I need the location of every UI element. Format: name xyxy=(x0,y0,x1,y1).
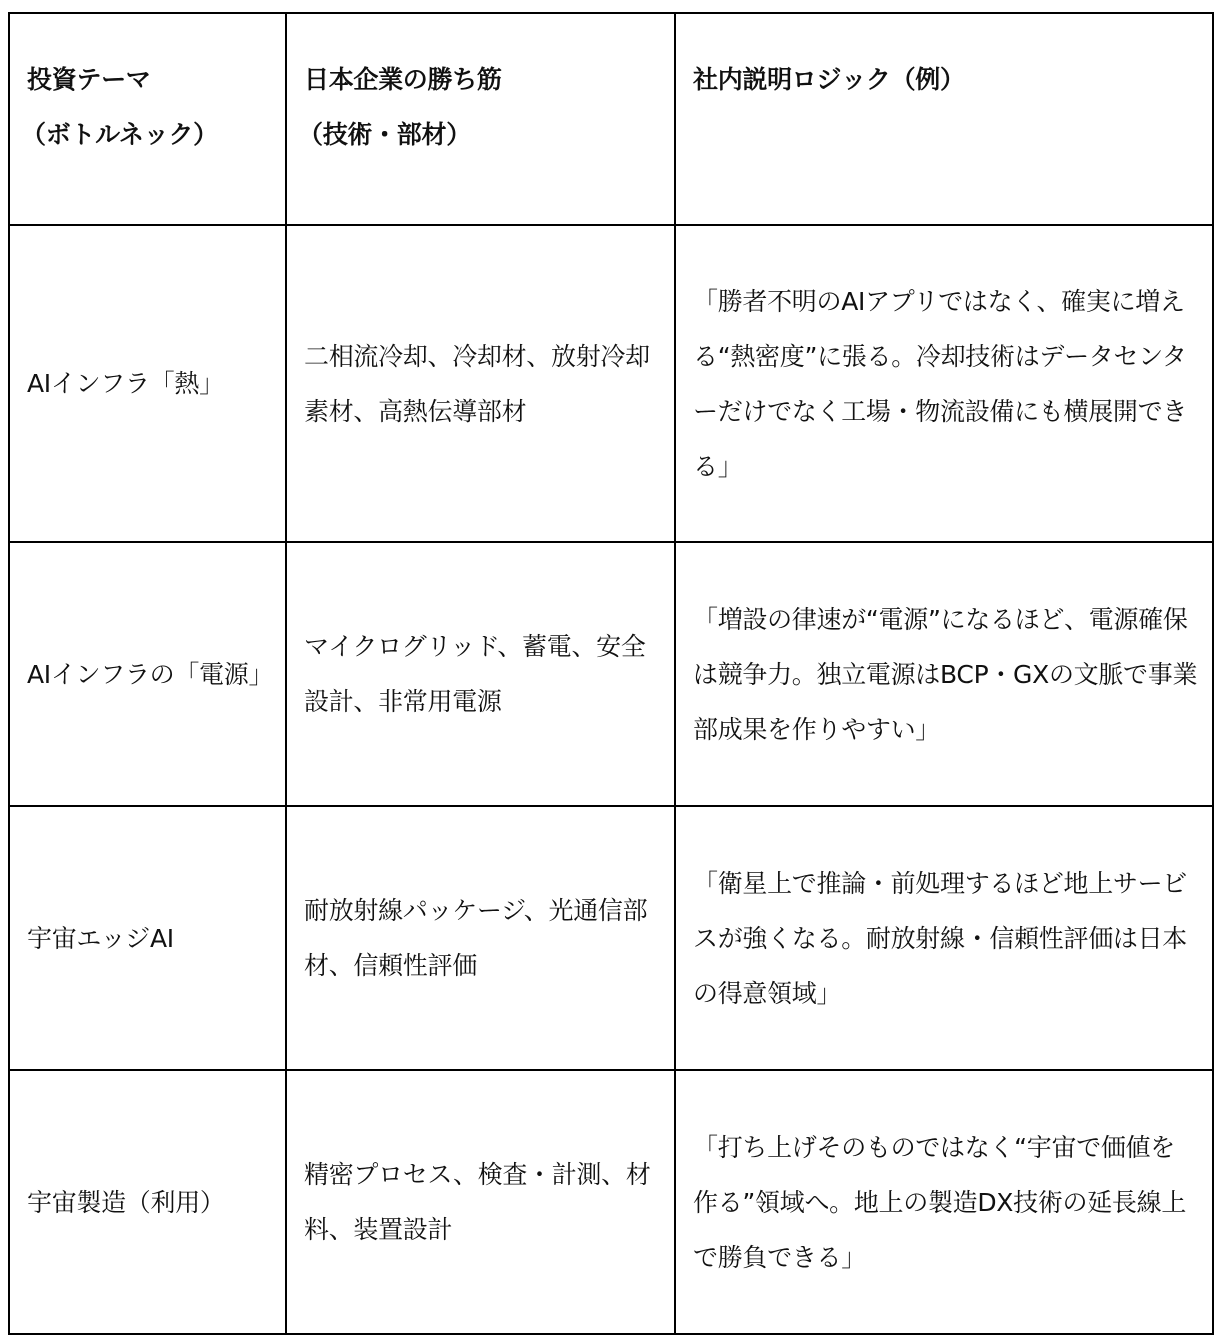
cell-theme: 宇宙エッジAI xyxy=(9,806,286,1070)
cell-strength: 耐放射線パッケージ、光通信部材、信頼性評価 xyxy=(286,806,675,1070)
header-line: 社内説明ロジック（例） xyxy=(693,65,965,94)
cell-logic: 「増設の律速が“電源”になるほど、電源確保は競争力。独立電源はBCP・GXの文脈で事業部成果を作りやすい」 xyxy=(675,542,1213,806)
cell-logic: 「打ち上げそのものではなく“宇宙で価値を作る”領域へ。地上の製造DX技術の延長線上で勝負できる」 xyxy=(675,1070,1213,1334)
header-line: （ボトルネック） xyxy=(21,120,218,149)
table-row xyxy=(9,1070,1213,1334)
cell-theme: 宇宙製造（利用） xyxy=(9,1070,286,1334)
cell-theme: AIインフラ「熱」 xyxy=(9,225,286,542)
header-investment-theme xyxy=(9,13,286,225)
cell-logic: 「衛星上で推論・前処理するほど地上サービスが強くなる。耐放射線・信頼性評価は日本の得意領域」 xyxy=(675,806,1213,1070)
header-line: 日本企業の勝ち筋 xyxy=(304,65,502,94)
table-row xyxy=(9,542,1213,806)
cell-strength: マイクログリッド、蓄電、安全設計、非常用電源 xyxy=(286,542,675,806)
table-row xyxy=(9,225,1213,542)
cell-strength: 精密プロセス、検査・計測、材料、装置設計 xyxy=(286,1070,675,1334)
header-internal-logic xyxy=(675,13,1213,225)
cell-theme: AIインフラの「電源」 xyxy=(9,542,286,806)
investment-theme-table xyxy=(8,12,1214,1335)
header-line: 投資テーマ xyxy=(27,65,151,94)
cell-logic: 「勝者不明のAIアプリではなく、確実に増える“熱密度”に張る。冷却技術はデータセンターだけでなく工場・物流設備にも横展開できる」 xyxy=(675,225,1213,542)
cell-strength: 二相流冷却、冷却材、放射冷却素材、高熱伝導部材 xyxy=(286,225,675,542)
table-header-row xyxy=(9,13,1213,225)
header-japanese-strength xyxy=(286,13,675,225)
header-line: （技術・部材） xyxy=(298,120,471,149)
table-row xyxy=(9,806,1213,1070)
